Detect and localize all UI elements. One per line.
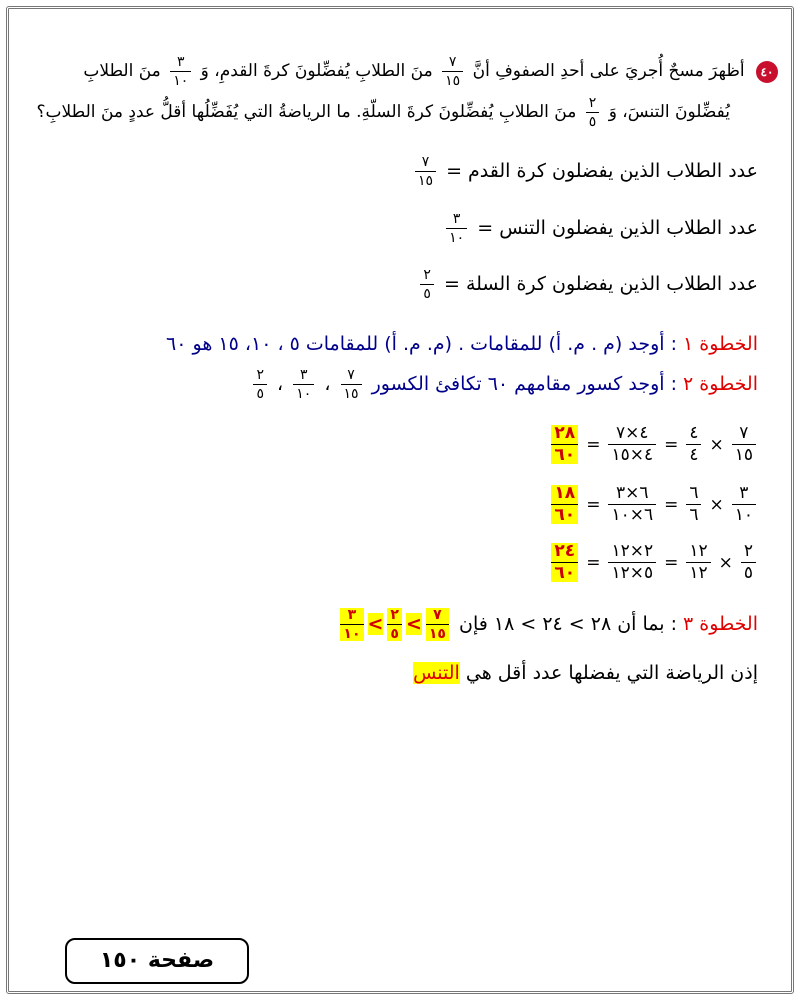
fraction: $\frac{٣}{١٠}$: [732, 485, 756, 524]
fraction: $\frac{٧}{١٥}$: [442, 55, 463, 88]
fraction: $\frac{٧}{١٥}$: [426, 608, 449, 641]
fraction: $\frac{٢}{٥}$: [586, 96, 600, 129]
step-1: [166, 333, 758, 355]
fraction: $\frac{٣}{١٠}$: [293, 368, 314, 401]
conclusion: [413, 662, 758, 684]
answer-highlight: التنس: [413, 662, 460, 684]
result-fraction: $\frac{٢٨}{٦٠}$: [551, 425, 578, 464]
fraction: $\frac{٤\times ٧}{٤\times ١٥}$: [608, 425, 656, 464]
question-text: منَ الطلابِ يُفضِّلونَ كرةَ السلّةِ. ما الرياضةُ التي يُفَضِّلُها أقلُّ عددٍ منَ الطلابِ؟: [36, 102, 577, 122]
step-label: الخطوة ٣: [683, 613, 758, 635]
data-line-football: عدد الطلاب الذين يفضلون كرة القدم = $\frac{٧}{١٥}$: [411, 155, 758, 188]
question-line-2: [37, 96, 730, 129]
fraction: $\frac{٢}{٥}$: [741, 543, 756, 582]
fraction: $\frac{٧}{١٥}$: [732, 425, 756, 464]
equation-3: $\frac{٢٤}{٦٠}$ = $\frac{٢\times ١٢}{٥\times ١٢}$ = $\frac{١٢}{١٢}$ × $\frac{٢}{٥}$: [547, 543, 760, 582]
conclusion-text: إذن الرياضة التي يفضلها عدد أقل هي: [465, 662, 758, 684]
step-text: : بما أن ٢٨ > ٢٤ > ١٨ فإن: [459, 613, 677, 635]
fraction: $\frac{٧}{١٥}$: [341, 368, 362, 401]
step-3: [336, 608, 758, 641]
question-text: أظهرَ مسحٌ أُجريَ على أحدِ الصفوفِ أنَّ: [472, 61, 745, 81]
question-text: منَ الطلابِ: [83, 61, 161, 81]
fraction: $\frac{٦\times ٣}{٦\times ١٠}$: [608, 485, 656, 524]
fraction: $\frac{١٢}{١٢}$: [686, 543, 710, 582]
fraction: $\frac{٦}{٦}$: [686, 485, 701, 524]
fraction: $\frac{٣}{١٠}$: [446, 212, 467, 245]
fraction: $\frac{٢\times ١٢}{٥\times ١٢}$: [608, 543, 656, 582]
ordering: $\frac{٣}{١٠}$ < $\frac{٢}{٥}$ < $\frac{٧}{١٥}$: [336, 608, 453, 641]
result-fraction: $\frac{٢٤}{٦٠}$: [551, 543, 578, 582]
step-label: الخطوة ١: [683, 333, 758, 355]
fraction: $\frac{٣}{١٠}$: [340, 608, 363, 641]
fraction: $\frac{٤}{٤}$: [686, 425, 701, 464]
question-line-1: [83, 55, 778, 88]
data-line-tennis: عدد الطلاب الذين يفضلون التنس = $\frac{٣}{١٠}$: [442, 212, 758, 245]
fraction: $\frac{٧}{١٥}$: [415, 155, 436, 188]
fraction: $\frac{٣}{١٠}$: [170, 55, 191, 88]
question-text: منَ الطلابِ يُفضِّلونَ كرةَ القدمِ، وَ: [200, 61, 433, 81]
step-2: الخطوة ٢ : أوجد كسور مقامهم ٦٠ تكافئ الكسور $\frac{٧}{١٥}$ ، $\frac{٣}{١٠}$ ، $\frac{٢}{٥}$: [249, 368, 758, 401]
fraction: $\frac{٢}{٥}$: [253, 368, 267, 401]
step-text: : أوجد (م . م. أ) للمقامات . (م. م. أ) للمقامات ٥ ، ١٠، ١٥ هو ٦٠: [166, 333, 677, 355]
equation-2: $\frac{١٨}{٦٠}$ = $\frac{٦\times ٣}{٦\times ١٠}$ = $\frac{٦}{٦}$ × $\frac{٣}{١٠}$: [547, 485, 760, 524]
equation-1: $\frac{٢٨}{٦٠}$ = $\frac{٤\times ٧}{٤\times ١٥}$ = $\frac{٤}{٤}$ × $\frac{٧}{١٥}$: [547, 425, 760, 464]
question-number-badge: ٤٠: [756, 61, 778, 83]
page-number: صفحة ١٥٠: [65, 938, 249, 984]
fraction: $\frac{٢}{٥}$: [387, 608, 402, 641]
step-label: الخطوة ٢: [683, 373, 758, 395]
fraction: $\frac{٢}{٥}$: [420, 268, 434, 301]
result-fraction: $\frac{١٨}{٦٠}$: [551, 485, 578, 524]
question-text: يُفضِّلونَ التنسَ، وَ: [608, 102, 730, 122]
step-text: : أوجد كسور مقامهم ٦٠ تكافئ الكسور: [371, 373, 677, 395]
data-line-basketball: عدد الطلاب الذين يفضلون كرة السلة = $\frac{٢}{٥}$: [416, 268, 758, 301]
